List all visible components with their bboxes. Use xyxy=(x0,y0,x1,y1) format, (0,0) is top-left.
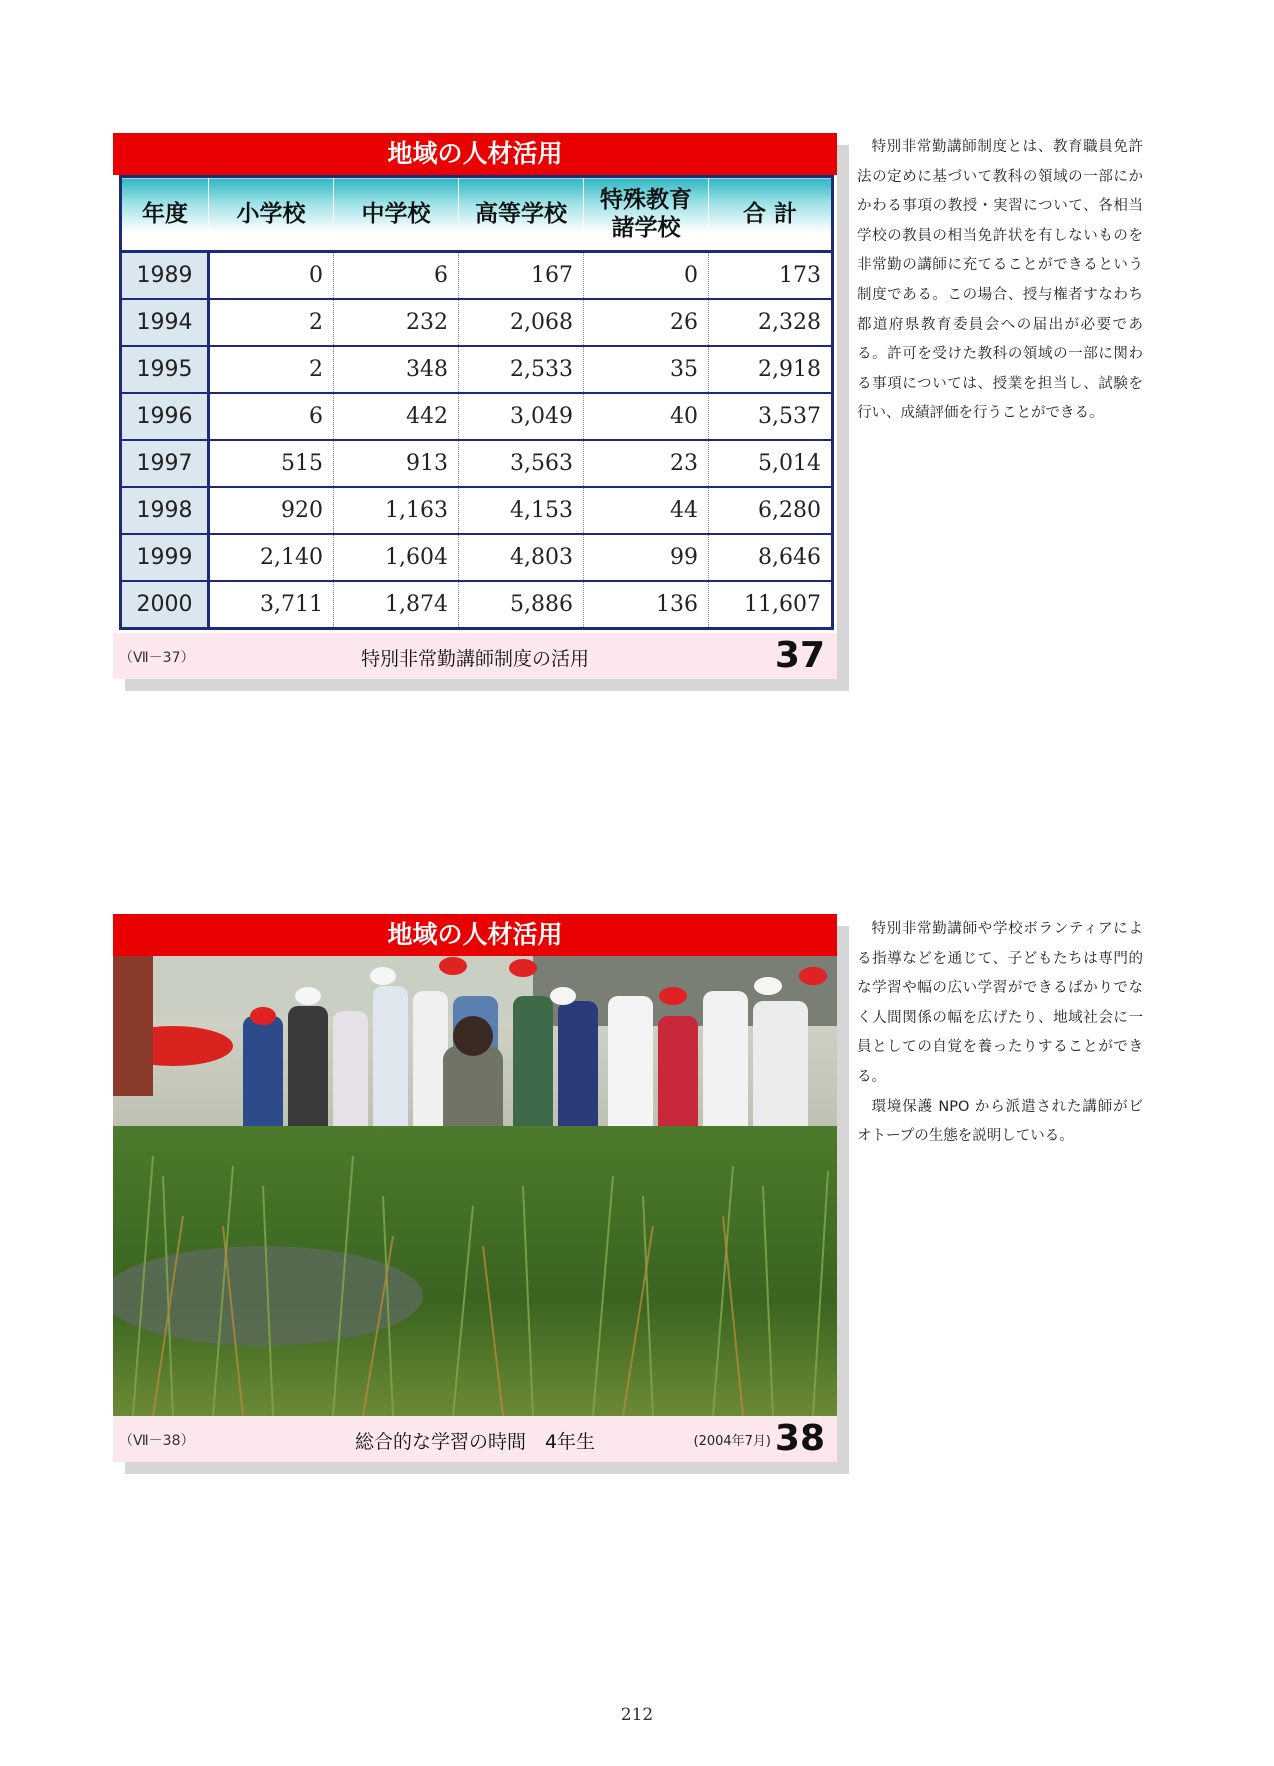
year-cell: 1996 xyxy=(121,393,209,440)
table-row xyxy=(121,581,833,629)
value-cell: 4,803 xyxy=(459,534,584,581)
value-cell: 515 xyxy=(209,440,334,487)
value-cell: 1,604 xyxy=(334,534,459,581)
value-cell: 3,537 xyxy=(709,393,833,440)
biotope-photo xyxy=(113,956,837,1416)
slide-caption: 総合的な学習の時間 4年生 xyxy=(354,1431,596,1453)
value-cell: 173 xyxy=(709,252,833,300)
year-cell: 1999 xyxy=(121,534,209,581)
value-cell: 3,049 xyxy=(459,393,584,440)
description-paragraph: 特別非常勤講師や学校ボランティアによる指導などを通じて、子どもたちは専門的な学習や幅の広い学習ができるばかりでなく人間関係の幅を広げたり、地域社会に一員としての自覚を養ったりすることができる。 xyxy=(857,921,1143,1085)
table-header-row xyxy=(121,177,833,252)
value-cell: 348 xyxy=(334,346,459,393)
slide-footer xyxy=(113,1416,837,1462)
value-cell: 6,280 xyxy=(709,487,833,534)
year-cell: 1989 xyxy=(121,252,209,300)
value-cell: 44 xyxy=(584,487,709,534)
slide-38 xyxy=(113,914,837,1462)
value-cell: 4,153 xyxy=(459,487,584,534)
column-header: 小学校 xyxy=(209,177,334,252)
table-row xyxy=(121,299,833,346)
value-cell: 5,886 xyxy=(459,581,584,629)
slide-footer xyxy=(113,633,837,679)
value-cell: 35 xyxy=(584,346,709,393)
description-2 xyxy=(857,915,1143,1152)
value-cell: 167 xyxy=(459,252,584,300)
description-1 xyxy=(857,133,1143,429)
value-cell: 99 xyxy=(584,534,709,581)
value-cell: 2,533 xyxy=(459,346,584,393)
value-cell: 2,918 xyxy=(709,346,833,393)
description-paragraph: 環境保護 NPO から派遣された講師がビオトープの生態を説明している。 xyxy=(857,1098,1143,1145)
column-header: 合 計 xyxy=(709,177,833,252)
column-header: 年度 xyxy=(121,177,209,252)
year-cell: 1997 xyxy=(121,440,209,487)
value-cell: 6 xyxy=(334,252,459,300)
table-row xyxy=(121,440,833,487)
value-cell: 8,646 xyxy=(709,534,833,581)
value-cell: 913 xyxy=(334,440,459,487)
value-cell: 0 xyxy=(584,252,709,300)
description-paragraph: 特別非常勤講師制度とは、教育職員免許法の定めに基づいて教科の領域の一部にかかわる事項の教授・実習について、各相当学校の教員の相当免許状を有しないものを非常勤の講師に充てることができるという制度である。この場合、授与権者すなわち都道府県教育委員会への届出が必要である。許可を受けた教科の領域の一部に関わる事項については、授業を担当し、試験を行い、成績評価を行うことができる。 xyxy=(857,139,1143,422)
page-number: 212 xyxy=(620,1705,654,1725)
value-cell: 136 xyxy=(584,581,709,629)
table-row xyxy=(121,393,833,440)
slide-title: 地域の人材活用 xyxy=(113,133,837,175)
slide-37 xyxy=(113,133,837,679)
value-cell: 5,014 xyxy=(709,440,833,487)
year-cell: 1994 xyxy=(121,299,209,346)
slide-title: 地域の人材活用 xyxy=(113,914,837,956)
slide-body xyxy=(113,133,837,679)
column-header: 中学校 xyxy=(334,177,459,252)
value-cell: 0 xyxy=(209,252,334,300)
slide-body xyxy=(113,914,837,1462)
value-cell: 6 xyxy=(209,393,334,440)
value-cell: 40 xyxy=(584,393,709,440)
value-cell: 26 xyxy=(584,299,709,346)
value-cell: 442 xyxy=(334,393,459,440)
teacher-table xyxy=(119,175,834,630)
value-cell: 2 xyxy=(209,346,334,393)
value-cell: 3,563 xyxy=(459,440,584,487)
value-cell: 920 xyxy=(209,487,334,534)
value-cell: 11,607 xyxy=(709,581,833,629)
value-cell: 1,874 xyxy=(334,581,459,629)
photo-date: (2004年7月) xyxy=(693,1434,771,1449)
table-row xyxy=(121,346,833,393)
table-row xyxy=(121,252,833,300)
slide-caption: 特別非常勤講師制度の活用 xyxy=(360,648,589,670)
column-header: 高等学校 xyxy=(459,177,584,252)
value-cell: 2 xyxy=(209,299,334,346)
year-cell: 1995 xyxy=(121,346,209,393)
slide-number: 37 xyxy=(774,635,825,676)
value-cell: 2,140 xyxy=(209,534,334,581)
value-cell: 3,711 xyxy=(209,581,334,629)
value-cell: 2,068 xyxy=(459,299,584,346)
slide-ref: （Ⅶ－38） xyxy=(119,1433,195,1449)
slide-ref: （Ⅶ－37） xyxy=(119,650,195,666)
year-cell: 2000 xyxy=(121,581,209,629)
value-cell: 1,163 xyxy=(334,487,459,534)
value-cell: 2,328 xyxy=(709,299,833,346)
table-wrapper xyxy=(119,175,831,630)
slide-number: 38 xyxy=(774,1418,825,1459)
column-header: 特殊教育 諸学校 xyxy=(584,177,709,252)
year-cell: 1998 xyxy=(121,487,209,534)
value-cell: 232 xyxy=(334,299,459,346)
table-row xyxy=(121,534,833,581)
table-row xyxy=(121,487,833,534)
value-cell: 23 xyxy=(584,440,709,487)
